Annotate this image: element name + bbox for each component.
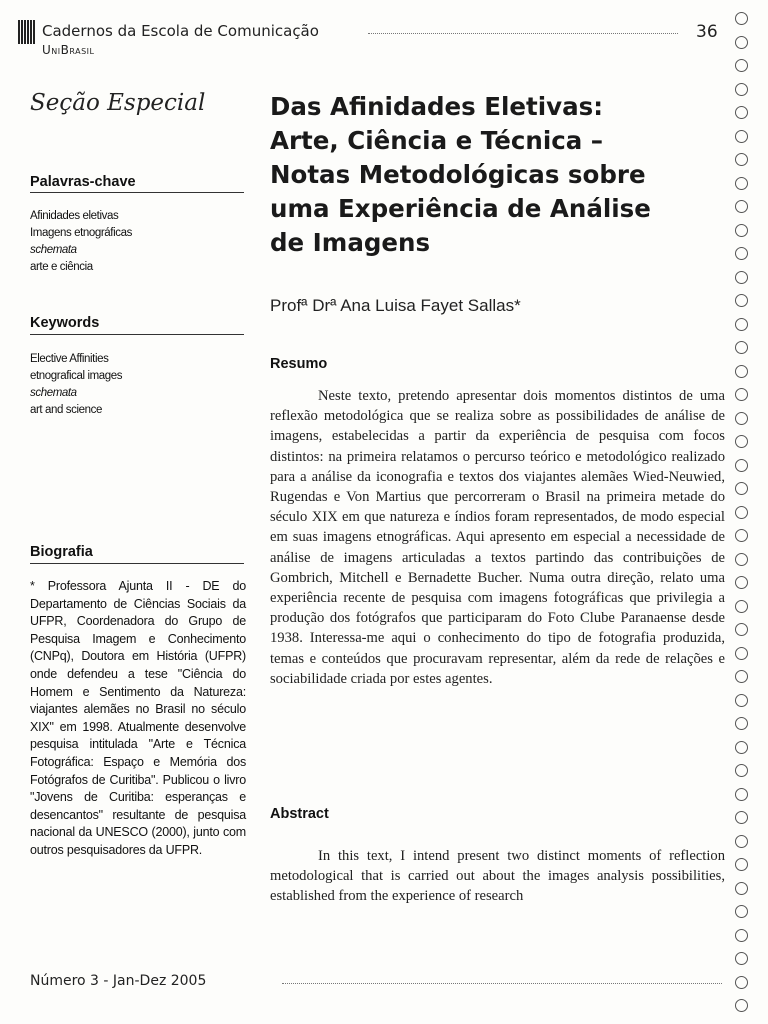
binding-hole-icon [735, 365, 748, 378]
biografia-text: * Professora Ajunta II - DE do Departamento de Ciências Sociais da UFPR, Coordenadora do Grupo de Pesquisa Imagem e Conhecimento (CNPq), Doutora em História (UFPR) onde defendeu a tese "Ciência do Homem e Sentimento da Natureza: viajantes alemães no Brasil no século XIX" em 1998. Atualmente desenvolve pesquisa intitulada "Arte e Técnica Fotográfica: Espaço e Memória dos Fotógrafos de Curitiba". Publicou o livro "Jovens de Curitiba: esperanças e desencantos" resultante de pesquisa nacional da UNESCO (2000), junto com outros pesquisadores da UFPR. [30, 579, 246, 857]
article-title-line: de Imagens [270, 228, 431, 257]
article-title-line: Arte, Ciência e Técnica – [270, 126, 604, 155]
palavra-chave-item: Afinidades eletivas [30, 210, 119, 222]
keyword-item: Elective Affinities [30, 353, 109, 365]
institution-name: UniBrasil [42, 43, 95, 57]
palavra-chave-item: arte e ciência [30, 261, 93, 273]
binding-hole-icon [735, 882, 748, 895]
binding-hole-icon [735, 247, 748, 260]
keywords-heading: Keywords [30, 315, 100, 331]
binding-hole-icon [735, 764, 748, 777]
binding-hole-icon [735, 905, 748, 918]
page-number: 36 [696, 22, 718, 42]
binding-hole-icon [735, 177, 748, 190]
keywords-rule [30, 334, 244, 335]
keyword-item: art and science [30, 404, 102, 416]
binding-hole-icon [735, 694, 748, 707]
binding-hole-icon [735, 341, 748, 354]
binding-hole-icon [735, 976, 748, 989]
binding-hole-icon [735, 224, 748, 237]
binding-hole-icon [735, 294, 748, 307]
binding-hole-icon [735, 529, 748, 542]
binding-hole-icon [735, 435, 748, 448]
palavra-chave-item: Imagens etnográficas [30, 227, 132, 239]
binding-hole-icon [735, 858, 748, 871]
binding-hole-icon [735, 929, 748, 942]
binding-hole-icon [735, 835, 748, 848]
palavras-chave-rule [30, 192, 244, 193]
binding-hole-icon [735, 59, 748, 72]
binding-hole-icon [735, 12, 748, 25]
binding-hole-icon [735, 788, 748, 801]
palavras-chave-heading: Palavras-chave [30, 174, 136, 190]
binding-hole-icon [735, 482, 748, 495]
journal-title: Cadernos da Escola de Comunicação [42, 22, 319, 40]
binding-hole-icon [735, 412, 748, 425]
resumo-heading: Resumo [270, 356, 328, 372]
resumo-text: Neste texto, pretendo apresentar dois momentos distintos de uma reflexão metodológica que se realiza sobre as possibilidades de análise de imagens, estabelecidas a partir da experiência de pesquisa com focos distintos: na primeira relatamos o percurso teórico e metodológico realizado para a análise da iconografia e textos dos viajantes alemães Wied-Neuwied, Rugendas e Von Martius que percorreram o Brasil na primeira metade do século XIX em que natureza e índios foram representados, de modo especial em suas imagens etnográficas. Aqui apresento em especial a necessidade de análise de imagens articuladas a textos partindo das contribuições de Gombrich, Mitchell e Bernadette Bucher. Numa outra direção, relato uma experiência recente de pesquisa com imagens fotográficas que privilegia a produção dos fotógrafos que participaram do Foto Clube Paranaense desde 1938. Interessa-me aqui o conhecimento do tipo de fotografia produzida, temas e conteúdos que procuravam representar, além da rede de relações e sociabilidade criada por estes agentes. [270, 388, 725, 687]
section-label: Seção Especial [30, 90, 206, 116]
binding-hole-icon [735, 83, 748, 96]
binding-hole-icon [735, 670, 748, 683]
binding-hole-icon [735, 200, 748, 213]
article-title-line: uma Experiência de Análise [270, 194, 651, 223]
binding-hole-icon [735, 741, 748, 754]
journal-logo-icon [18, 20, 36, 44]
abstract-text: In this text, I intend present two distinct moments of reflection metodological that is carried out about the images analysis possibilities, established from the experience of research [270, 848, 725, 905]
keywords-list [30, 351, 122, 419]
binding-hole-icon [735, 952, 748, 965]
issue-footer: Número 3 - Jan-Dez 2005 [30, 973, 207, 989]
binding-hole-icon [735, 623, 748, 636]
binding-hole-icon [735, 576, 748, 589]
binding-hole-icon [735, 811, 748, 824]
binding-hole-icon [735, 318, 748, 331]
article-author: Profª Drª Ana Luisa Fayet Sallas* [270, 296, 521, 315]
keyword-item: etnografical images [30, 370, 123, 382]
binding-hole-icon [735, 506, 748, 519]
binding-hole-icon [735, 459, 748, 472]
biografia-heading: Biografia [30, 544, 93, 560]
biografia-rule [30, 563, 244, 564]
binding-hole-icon [735, 388, 748, 401]
palavras-chave-list [30, 208, 132, 276]
footer-rule [282, 983, 722, 984]
article-title-line: Das Afinidades Eletivas: [270, 92, 604, 121]
binding-holes [731, 10, 753, 1020]
binding-hole-icon [735, 600, 748, 613]
header-rule [368, 33, 678, 34]
binding-hole-icon [735, 717, 748, 730]
article-title-line: Notas Metodológicas sobre [270, 160, 646, 189]
palavra-chave-item: schemata [30, 244, 77, 256]
binding-hole-icon [735, 553, 748, 566]
binding-hole-icon [735, 130, 748, 143]
binding-hole-icon [735, 36, 748, 49]
binding-hole-icon [735, 647, 748, 660]
binding-hole-icon [735, 153, 748, 166]
abstract-heading: Abstract [270, 806, 329, 822]
binding-hole-icon [735, 106, 748, 119]
binding-hole-icon [735, 271, 748, 284]
article-title [270, 90, 710, 260]
keyword-item: schemata [30, 387, 77, 399]
binding-hole-icon [735, 999, 748, 1012]
